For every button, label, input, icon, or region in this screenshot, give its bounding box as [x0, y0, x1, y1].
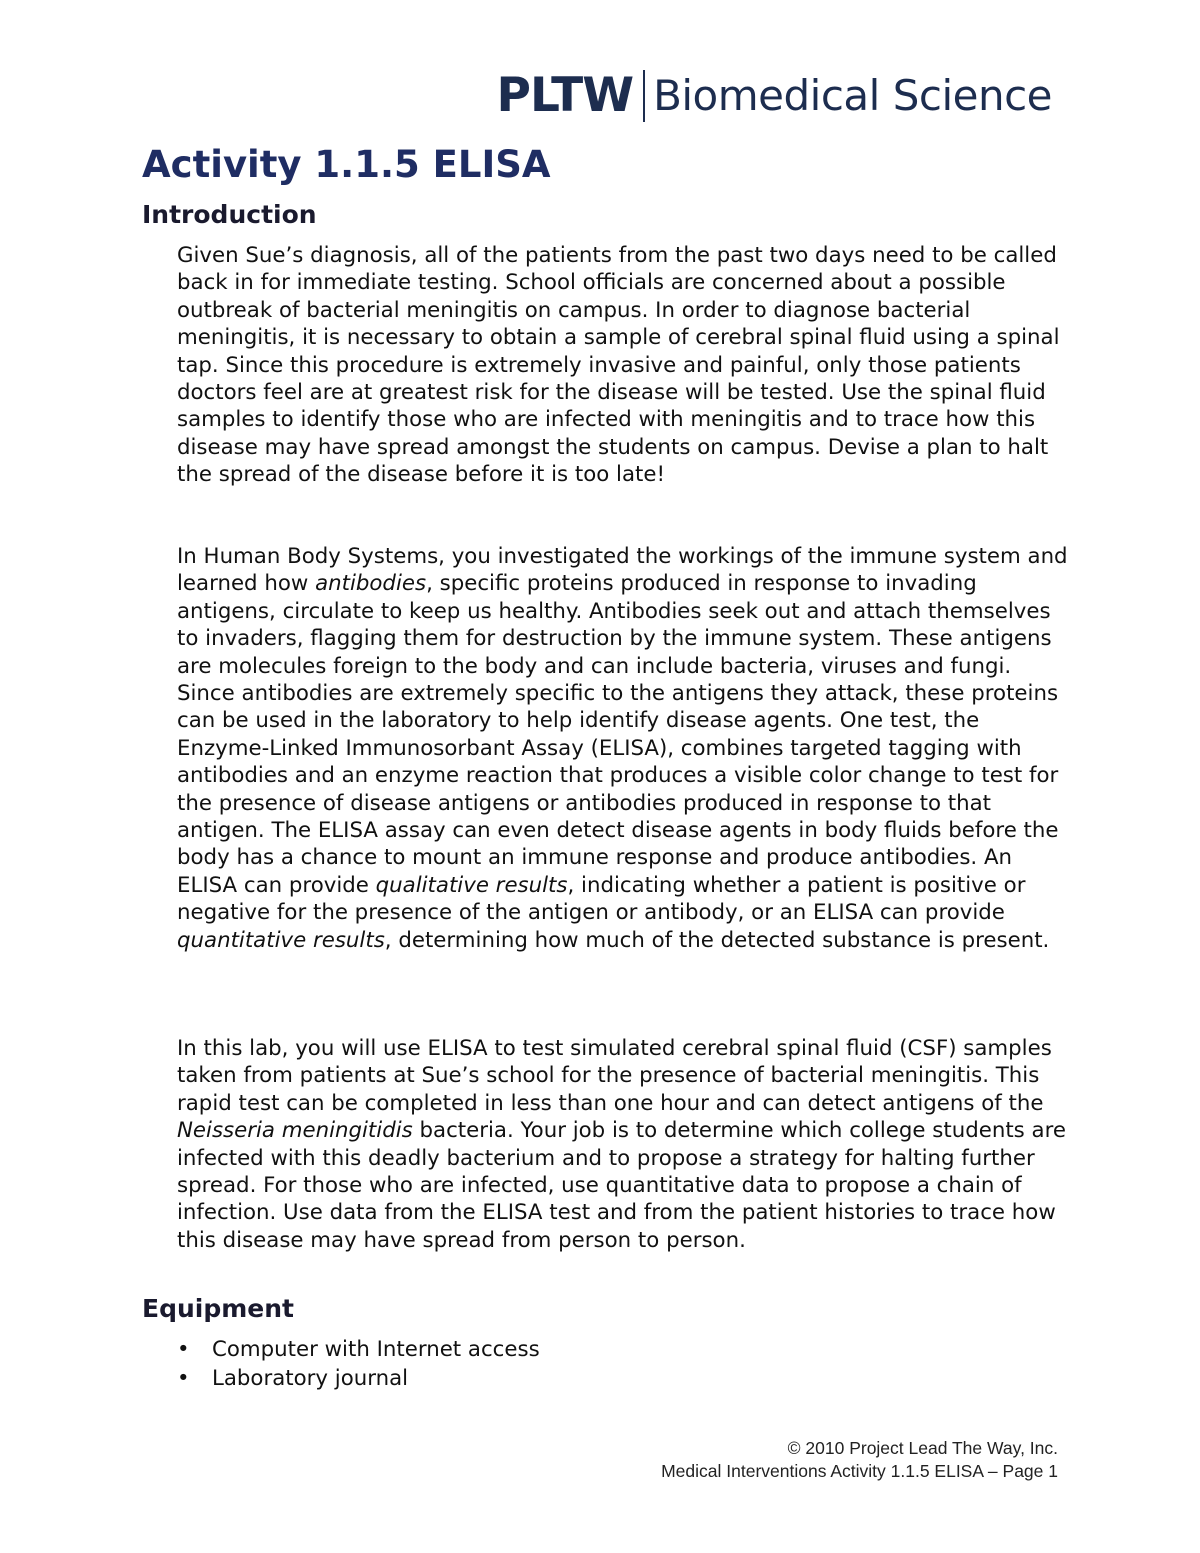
- logo-program: Biomedical Science: [653, 71, 1052, 120]
- logo-brand: PLTW: [496, 68, 634, 123]
- bullet-icon: •: [177, 1337, 190, 1362]
- paragraph-2-text: , determining how much of the detected substance is present.: [384, 927, 1050, 953]
- paragraph-2-text: , specific proteins produced in response to invading antigens, circulate to keep us healthy. Antibodies seek out and attach themselves to invaders, flagging them for destruction by the immune system. These antigens are molecules foreign to the body and can include bacteria, viruses and fungi. Since antibodies are extremely specific to the antigens they attack, these proteins can be used in the laboratory to help identify disease agents. One test, the Enzyme-Linked Immunosorbant Assay (ELISA), combines targeted tagging with antibodies and an enzyme reaction that produces a visible color change to test for the presence of disease antigens or antibodies produced in response to that antigen. The ELISA assay can even detect disease agents in body fluids before the body has a chance to mount an immune response and produce antibodies. An ELISA can provide: [177, 571, 1059, 898]
- equipment-item-label: Laboratory journal: [212, 1366, 409, 1391]
- introduction-heading: Introduction: [142, 200, 317, 229]
- page-footer: [661, 1437, 1058, 1483]
- page-title: Activity 1.1.5 ELISA: [142, 143, 551, 186]
- introduction-paragraph-3: [177, 1035, 1072, 1254]
- term-quantitative-results: quantitative results: [177, 927, 385, 953]
- term-species-name: Neisseria meningitidis: [177, 1118, 413, 1144]
- equipment-item-label: Computer with Internet access: [212, 1337, 540, 1362]
- paragraph-2-text: , indicating whether a patient is positive or negative for the presence of the antigen or antibody, or an ELISA can provide: [177, 872, 1026, 926]
- introduction-paragraph-1: Given Sue’s diagnosis, all of the patients from the past two days need to be called back in for immediate testing. School officials are concerned about a possible outbreak of bacterial meningitis on campus. In order to diagnose bacterial meningitis, it is necessary to obtain a sample of cerebral spinal fluid using a spinal tap. Since this procedure is extremely invasive and painful, only those patients doctors feel are at greatest risk for the disease will be tested. Use the spinal fluid samples to identify those who are infected with meningitis and to trace how this disease may have spread amongst the students on campus. Devise a plan to halt the spread of the disease before it is too late!: [177, 243, 1060, 488]
- equipment-heading: Equipment: [142, 1294, 294, 1323]
- paragraph-3-text: bacteria. Your job is to determine which college students are infected with this deadly bacterium and to propose a strategy for halting further spread. For those who are infected, use quantitative data to propose a chain of infection. Use data from the ELISA test and from the patient histories to trace how this disease may have spread from person to person.: [177, 1118, 1066, 1253]
- term-qualitative-results: qualitative results: [375, 872, 568, 898]
- pltw-logo: [497, 68, 1052, 124]
- logo-divider: [643, 70, 645, 122]
- list-item: [177, 1335, 540, 1364]
- list-item: [177, 1364, 540, 1393]
- term-antibodies: antibodies: [315, 571, 427, 597]
- introduction-paragraph-2: [177, 543, 1072, 954]
- paragraph-3-text: In this lab, you will use ELISA to test simulated cerebral spinal fluid (CSF) samples taken from patients at Sue’s school for the presence of bacterial meningitis. This rapid test can be completed in less than one hour and can detect antigens of the: [177, 1036, 1052, 1116]
- equipment-list: [177, 1335, 540, 1393]
- paragraph-2-text: In Human Body Systems, you investigated the workings of the immune system and learned how: [177, 544, 1068, 597]
- footer-copyright: © 2010 Project Lead The Way, Inc.: [787, 1438, 1058, 1458]
- bullet-icon: •: [177, 1366, 190, 1391]
- footer-page-label: Medical Interventions Activity 1.1.5 ELISA – Page 1: [661, 1461, 1058, 1481]
